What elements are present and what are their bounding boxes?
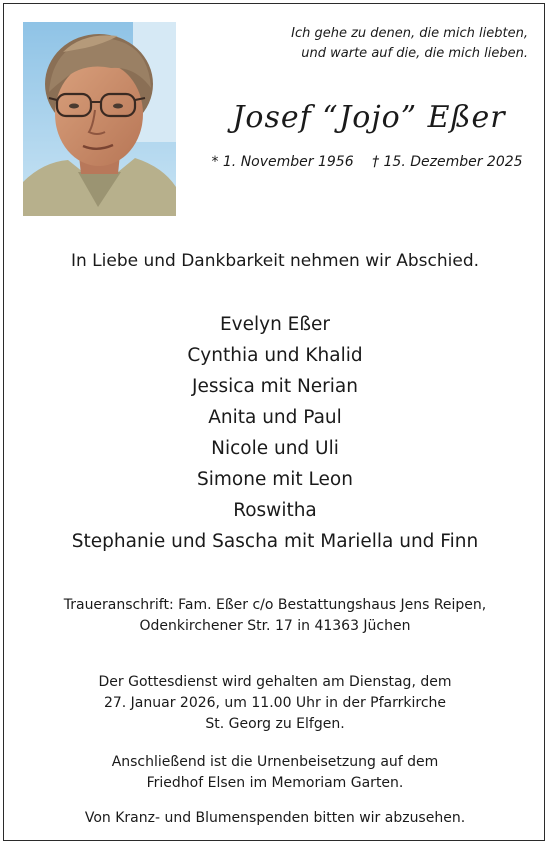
burial-info (4, 752, 546, 794)
life-dates (194, 154, 540, 170)
service-line: Der Gottesdienst wird gehalten am Dienstag, dem (98, 674, 452, 690)
obituary-card (3, 3, 545, 841)
address-line: Traueranschrift: Fam. Eßer c/o Bestattungshaus Jens Reipen, (63, 597, 487, 613)
mourner-name: Roswitha (233, 500, 317, 521)
burial-line: Friedhof Elsen im Memoriam Garten. (146, 775, 404, 791)
mourner-name: Cynthia und Khalid (187, 345, 363, 366)
quote (198, 24, 528, 64)
address-line: Odenkirchener Str. 17 in 41363 Jüchen (139, 618, 411, 634)
quote-line: und warte auf die, die mich lieben. (301, 46, 528, 61)
intro-text: In Liebe und Dankbarkeit nehmen wir Abschied. (70, 251, 480, 271)
burial-line: Anschließend ist die Urnenbeisetzung auf dem (111, 754, 439, 770)
mourning-address (4, 595, 546, 637)
portrait-photo (23, 22, 176, 216)
quote-line: Ich gehe zu denen, die mich liebten, (291, 26, 528, 41)
mourner-name: Nicole und Uli (211, 438, 339, 459)
death-date: † 15. Dezember 2025 (372, 154, 523, 170)
service-line: 27. Januar 2026, um 11.00 Uhr in der Pfarrkirche (103, 695, 447, 711)
service-info (4, 672, 546, 735)
service-line: St. Georg zu Elfgen. (205, 716, 345, 732)
mourners-list (4, 309, 546, 557)
mourner-name: Jessica mit Nerian (192, 376, 358, 397)
flower-note: Von Kranz- und Blumenspenden bitten wir abzusehen. (84, 810, 466, 826)
mourner-name: Stephanie und Sascha mit Mariella und Finn (71, 531, 479, 552)
mourner-name: Evelyn Eßer (219, 314, 331, 335)
deceased-name: Josef “Jojo” Eßer (232, 100, 506, 135)
mourner-name: Anita und Paul (208, 407, 342, 428)
mourner-name: Simone mit Leon (197, 469, 353, 490)
birth-date: * 1. November 1956 (211, 154, 354, 170)
